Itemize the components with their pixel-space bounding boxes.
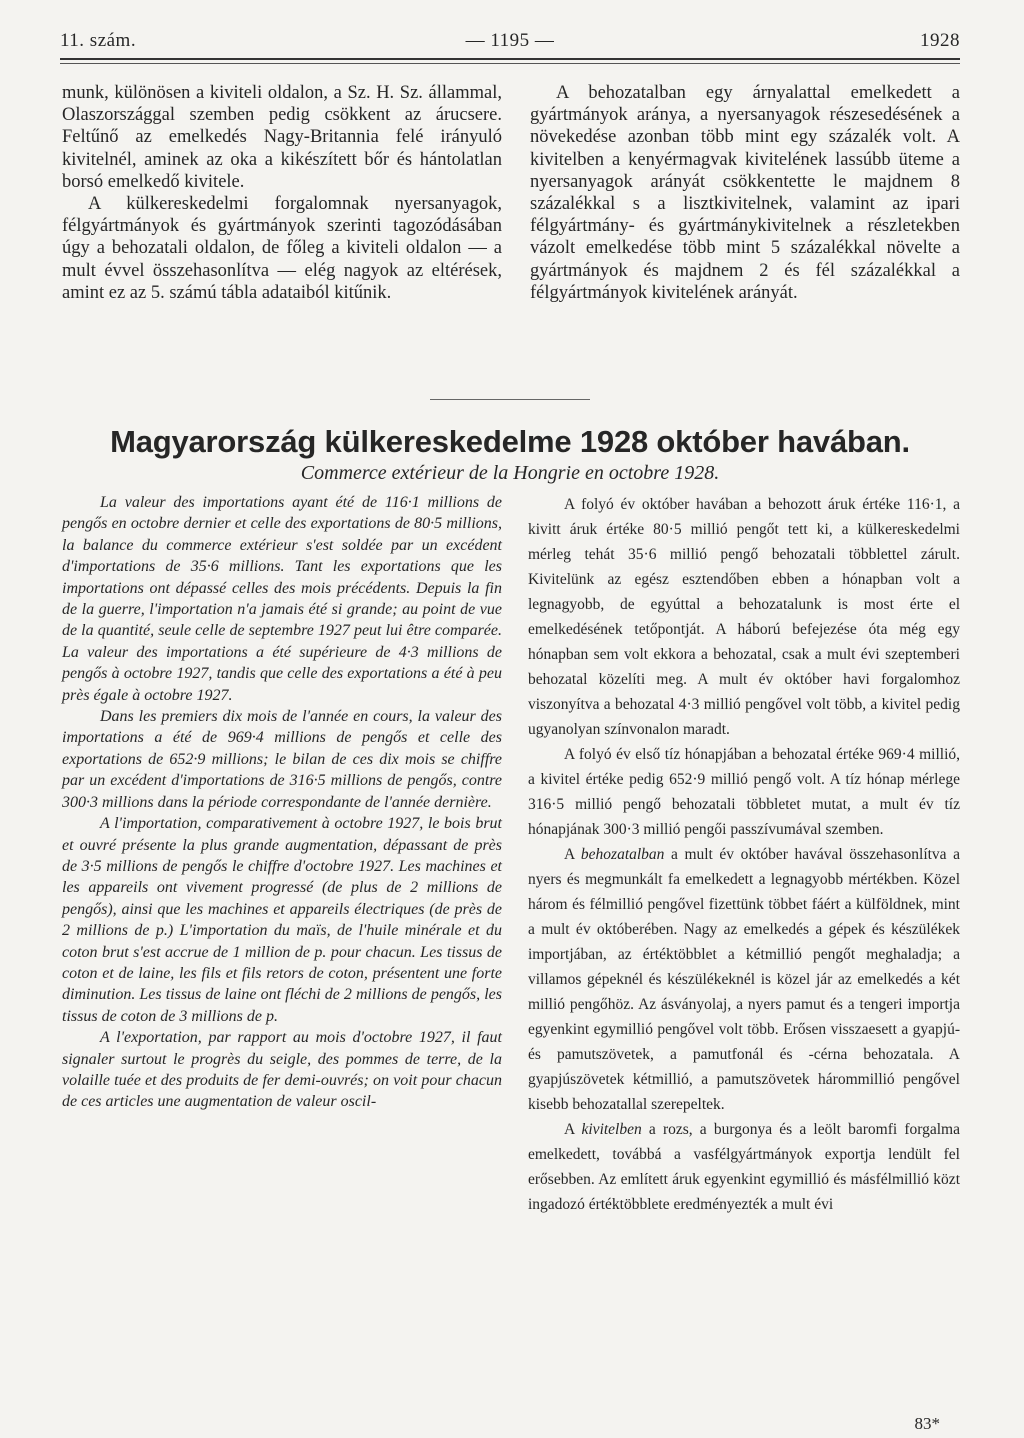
signature-mark: 83* — [914, 1414, 940, 1433]
paragraph: A folyó év első tíz hónapjában a behozatal értéke 969·4 millió, a kivitel értéke pedig 652·9 millió pengő volt. A tíz hónap mérlege 316·5 millió pengő behozatali többletet mutat, a mult év tíz hónapjának 300·3 millió pengői passzívumával szemben. — [528, 746, 960, 838]
paragraph: A behozatalban egy árnyalattal emelkedett a gyártmányok aránya, a nyersanyagok részesedésének a növekedése azonban több mint egy százalék volt. A kivitelben a kenyérmagvak kivitelének lassúbb üteme a nyersanyagok arányát csökkentette le majdnem 8 százalékkal s a lisztkivitelnek, valamint az ipari félgyártmány- és gyártmánykivitelnek a részletekben vázolt emelkedése több mint 5 százalékkal növelte a gyártmányok és majdnem 2 és fél százalékkal a félgyártmányok kivitelének arányát. — [530, 83, 960, 303]
paragraph-text: a rozs, a burgonya és a leölt baromfi forgalma emelkedett, továbbá a vasfélgyártmányok exportja lendült fel erősebben. Az említett áruk egyenkint egymillió és másfélmillió közt ingadozó értéktöbblete eredményezték a mult évi — [528, 1121, 960, 1213]
paragraph — [528, 842, 960, 1117]
paragraph: A l'importation, comparativement à octobre 1927, le bois brut et ouvré présente la plus grande augmentation, dépassant de près de 3·5 millions de pengős le chiffre d'octobre 1927. Les machines et les appareils ont vivement progressé (de plus de 2 millions de pengős), ainsi que les machines et appareils électriques (de près de 2 millions de p.) L'importation du maïs, de l'huile minérale et du coton brut s'est accrue de 1 million de p. pour chacun. Les tissus de coton et de laine, les fils et fils retors de coton, présentent une forte diminution. Les tissus de laine ont fléchi de 2 millions de pengős, les tissus de coton de 3 millions de p. — [62, 815, 502, 1025]
header-rule — [60, 58, 960, 60]
header-rule-thin — [60, 63, 960, 64]
paragraph-text: a mult év október havával összehasonlítva a nyers és megmunkált fa emelkedett a legnagyobb mértékben. Közel három és félmillió pengővel fizettünk többet fáért a külföldnek, mint a mult év októberében. Nagy az emelkedés a gépek és készülékek importjában, az értéktöbblet a kétmillió pengőt meghaladja; a villamos gépeknél és készülékeknél is közel jár az emelkedés a két millió pengőhöz. Az ásványolaj, a nyers pamut és a tengeri importja egyenkint egymillió pengővel volt több. Erősen visszaesett a gyapjú- és pamutszövetek, a pamutfonál és -cérna behozatala. A gyapjúszövetek kétmillió, a pamutszövetek hárommillió pengővel kisebb behozatallal szerepeltek. — [528, 846, 960, 1113]
paragraph — [528, 1117, 960, 1217]
french-summary-column — [62, 492, 502, 1113]
paragraph: munk, különösen a kiviteli oldalon, a Sz. H. Sz. állammal, Olaszországgal szemben pedig csökkent az árucsere. Feltűnő az emelkedés Nagy-Britannia felé irányuló kivitelnél, aminek az oka a kikészített bőr és hántolatlan borsó emelkedő kivitele. — [62, 83, 502, 192]
section-subtitle: Commerce extérieur de la Hongrie en octobre 1928. — [300, 462, 720, 484]
paragraph-lead: A — [564, 846, 581, 863]
hungarian-report-column — [528, 492, 960, 1217]
page-header — [60, 30, 960, 60]
top-right-column — [530, 82, 960, 304]
issue-number: 11. szám. — [60, 30, 137, 51]
paragraph-lead: A — [564, 1121, 582, 1138]
emphasis-behozatalban: behozatalban — [580, 846, 665, 863]
section-title: Magyarország külkereskedelme 1928 október havában. — [110, 424, 910, 459]
top-left-column — [62, 82, 502, 304]
paragraph: Dans les premiers dix mois de l'année en cours, la valeur des importations a été de 969·4 millions de pengős et celle des exportations de 652·9 millions; le bilan de ces dix mois se chiffre par un excédent d'importations de 316·5 millions de pengős, contre 300·3 millions dans la période correspondante de l'année dernière. — [62, 708, 502, 811]
paragraph: A külkereskedelmi forgalomnak nyersanyagok, félgyártmányok és gyártmányok szerinti tagozódásában úgy a behozatali oldalon, de főleg a kiviteli oldalon — a mult évvel összehasonlítva — elég nagyok az eltérések, amint ez az 5. számú tábla adataiból kitűnik. — [62, 194, 502, 303]
section-divider — [430, 399, 590, 400]
emphasis-kivitelben: kivitelben — [581, 1121, 642, 1138]
year: 1928 — [920, 30, 960, 51]
page-number: — 1195 — — [465, 30, 555, 51]
paragraph: A folyó év október havában a behozott áruk értéke 116·1, a kivitt áruk értéke 80·5 millió pengőt tett ki, a külkereskedelmi mérleg tehát 35·6 millió pengő behozatali többlettel zárult. Kivitelünk az egész esztendőben ebben a hónapban volt a legnagyobb, de egyúttal a behozatalunk is most érte el emelkedésének tetőpontját. A háború befejezése óta még egy hónapban sem volt ekkora a behozatal, csak a mult évi szeptemberi behozatal közelíti meg. A mult év október havi forgalomhoz viszonyítva a behozatal 4·3 millió pengővel volt több, a kivitel pedig ugyanolyan színvonalon maradt. — [528, 496, 960, 738]
paragraph: A l'exportation, par rapport au mois d'octobre 1927, il faut signaler surtout le progrès du seigle, des pommes de terre, de la volaille tuée et des produits de fer demi-ouvrés; on voit pour chacun de ces articles une augmentation de valeur oscil- — [62, 1029, 502, 1111]
paragraph: La valeur des importations ayant été de 116·1 millions de pengős en octobre dernier et celle des exportations de 80·5 millions, la balance du commerce extérieur s'est soldée par un excédent d'importations de 35·6 millions. Tant les exportations que les importations ont dépassé celles des mois précédents. Depuis la fin de la guerre, l'importation n'a jamais été si grande; au point de vue de la quantité, seule celle de septembre 1927 peut lui être comparée. La valeur des importations a été supérieure de 4·3 millions de pengős à octobre 1927, tandis que celle des exportations a été à peu près égale à octobre 1927. — [62, 494, 502, 704]
